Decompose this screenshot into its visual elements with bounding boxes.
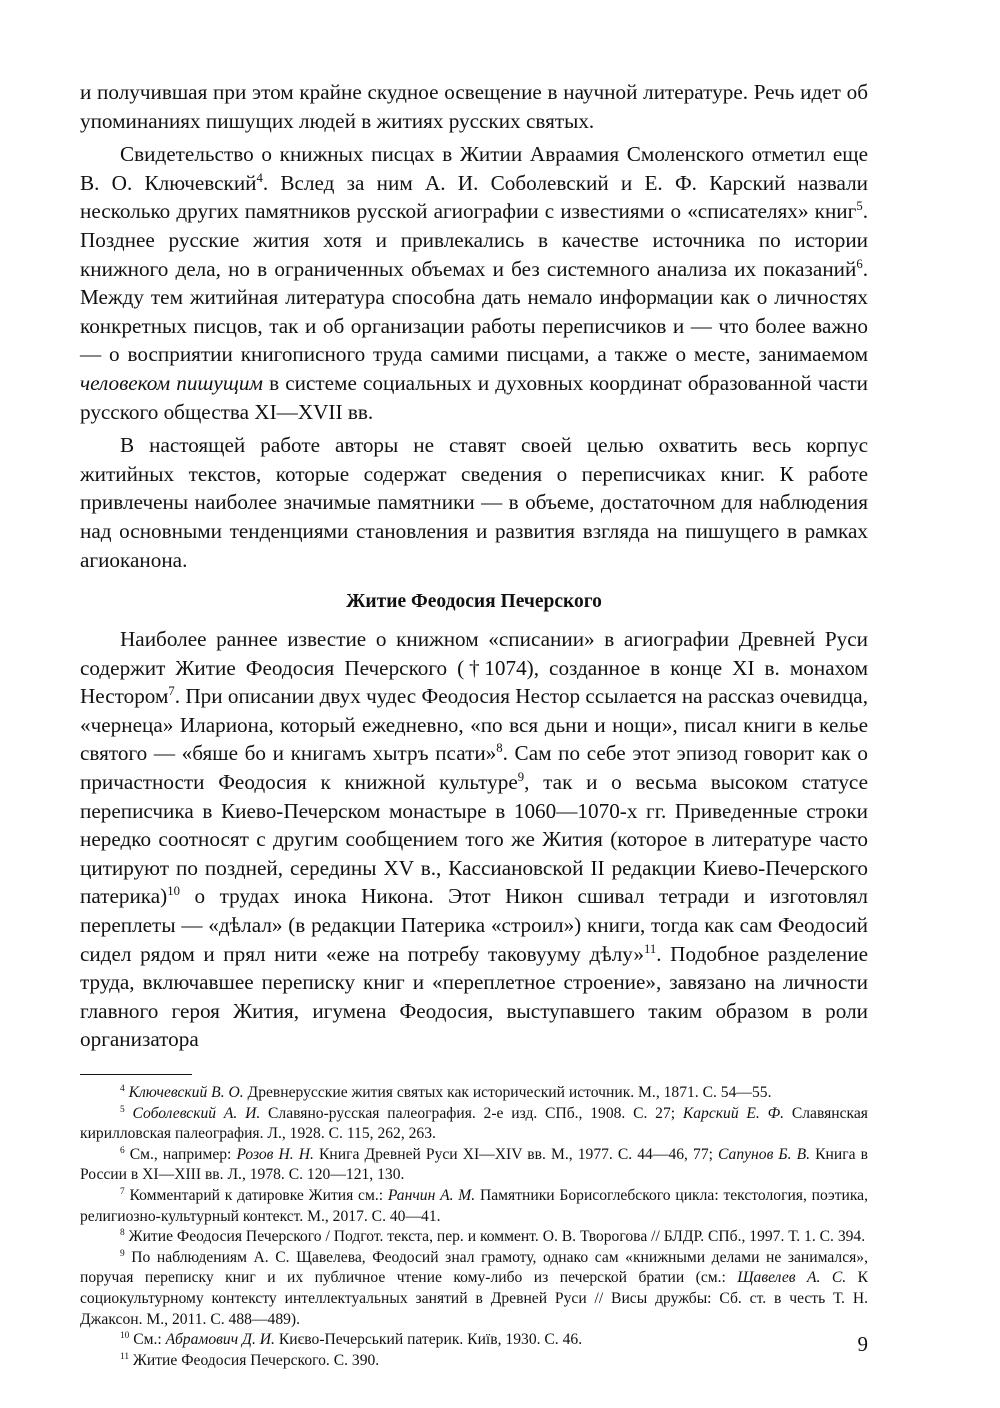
footnote-ref-8: 8 [496, 741, 503, 756]
paragraph-4: Наиболее раннее известие о книжном «списании» в агиографии Древней Руси содержит Житие Феодосия Печерского (†1074), созданное в конце XI в. монахом Нестором$^7$. При описании двух чудес Феодосия Нестор ссылается на рассказ очевидца, «чернеца» Илариона, который ежедневно, «по вся дьни и нощи», писал книги в келье святого — «бяше бо и книгамъ хытръ псати»$^8$. Сам по себе этот эпизод говорит как о причастности Феодосия к книжной культуре$^9$, так и о весьма высоком статусе переписчика в Киево-Печерском монастыре в 1060—1070-х гг. Приведенные строки нередко соотносят с другим сообщением того же Жития (которое в литературе часто цитируют по поздней, середины XV в., Кассиановской II редакции Киево-Печерского патерика)$^{10}$ о трудах инока Никона. Этот Никон сшивал тетради и изготовлял переплеты — «дѣлал» (в редакции Патерика «строил») книги, тогда как сам Феодосий сидел рядом и прял нити «еже на потребу таковууму дѣлу»$^{11}$. Подобное разделение труда, включавшее переписку книг и «переплетное строение», завязано на личности главного героя Жития, игумена Феодосия, выступавшего таким образом в роли организатора [80, 627, 868, 1052]
footnote-6: $^6$ См., например: Розов Н. Н. Книга Древней Руси XI—XIV вв. М., 1977. С. 44—46, 77; Сапунов Б. В. Книга в России в XI—XIII вв. Л., 1978. С. 120—121, 130. [80, 1145, 868, 1184]
footnotes [80, 1083, 868, 1371]
paragraph-3: В настоящей работе авторы не ставят своей целью охватить весь корпус житийных текстов, которые содержат сведения о переписчиках книг. К работе привлечены наиболее значимые памятники — в объеме, достаточном для наблюдения над основными тенденциями становления и развития взгляда на пишущего в рамках агиоканона. [80, 433, 868, 572]
footnote-ref-9: 9 [517, 770, 525, 784]
footnote-4: $^4$ Ключевский В. О. Древнерусские жития святых как исторический источник. М., 1871. С. 54—55. [120, 1083, 772, 1101]
paragraph-1: и получившая при этом крайне скудное освещение в научной литературе. Речь идет об упоминаниях пишущих людей в житиях русских святых. [80, 80, 868, 133]
footnote-7: $^7$ Комментарий к датировке Жития см.: Ранчин А. М. Памятники Борисоглебского цикла: текстология, поэтика, религиозно-культурный контекст. М., 2017. С. 40—41. [80, 1186, 869, 1225]
page-number: 9 [857, 1332, 868, 1356]
footnote-10: $^{10}$ См.: Абрамович Д. И. Києво-Печерський патерик. Київ, 1930. С. 46. [120, 1330, 583, 1349]
section-heading: Житие Феодосия Печерского [346, 591, 602, 613]
paragraph-2: Свидетельство о книжных писцах в Житии Авраамия Смоленского отметил еще В. О. Ключевский$^4$. Вслед за ним А. И. Соболевский и Е. Ф. Карский назвали несколько других памятников русской агиографии с известиями о «списателях» книг$^5$. Позднее русские жития хотя и привлекались в качестве источника по истории книжного дела, но в ограниченных объемах и без системного анализа их показаний$^6$. Между тем житийная литература способна дать немало информации как о личностях конкретных писцов, так и об организации работы переписчиков и — что более важно — о восприятии книгописного труда самими писцами, а также о месте, занимаемом человеком пишущим в системе социальных и духовных координат образованной части русского общества XI—XVII вв. [80, 142, 868, 424]
footnote-5: $^5$ Соболевский А. И. Славяно-русская палеография. 2-е изд. СПб., 1908. С. 27; Карский Е. Ф. Славянская кирилловская палеография. Л., 1928. С. 115, 262, 263. [80, 1104, 868, 1143]
footnote-divider [80, 1074, 192, 1075]
footnote-11: $^{11}$ Житие Феодосия Печерского. С. 390. [120, 1351, 380, 1369]
footnote-ref-10: 10 [167, 884, 180, 899]
page-content [80, 78, 868, 1371]
footnote-9: $^9$ По наблюдениям А. С. Щавелева, Феодосий знал грамоту, однако сам «книжными делами не занимался», поручая переписку книг и их публичное чтение кому-либо из печерской братии (см.: Щавелев А. С. К социокультурному контексту интеллектуальных занятий в Древней Руси // Висы дружбы: Сб. ст. в честь Т. Н. Джаксон. М., 2011. С. 488—489). [80, 1248, 868, 1328]
footnote-ref-5: 5 [856, 199, 863, 214]
emphasis-text: человеком пишущим [80, 370, 263, 395]
footnote-ref-4: 4 [256, 170, 263, 185]
footnote-8: $^8$ Житие Феодосия Печерского / Подгот. текста, пер. и коммент. О. В. Творогова // БЛДР. СПб., 1997. Т. 1. С. 394. [120, 1227, 866, 1246]
footnote-ref-11: 11 [644, 941, 657, 956]
footnote-ref-7: 7 [168, 684, 175, 699]
footnote-ref-6: 6 [856, 256, 863, 271]
